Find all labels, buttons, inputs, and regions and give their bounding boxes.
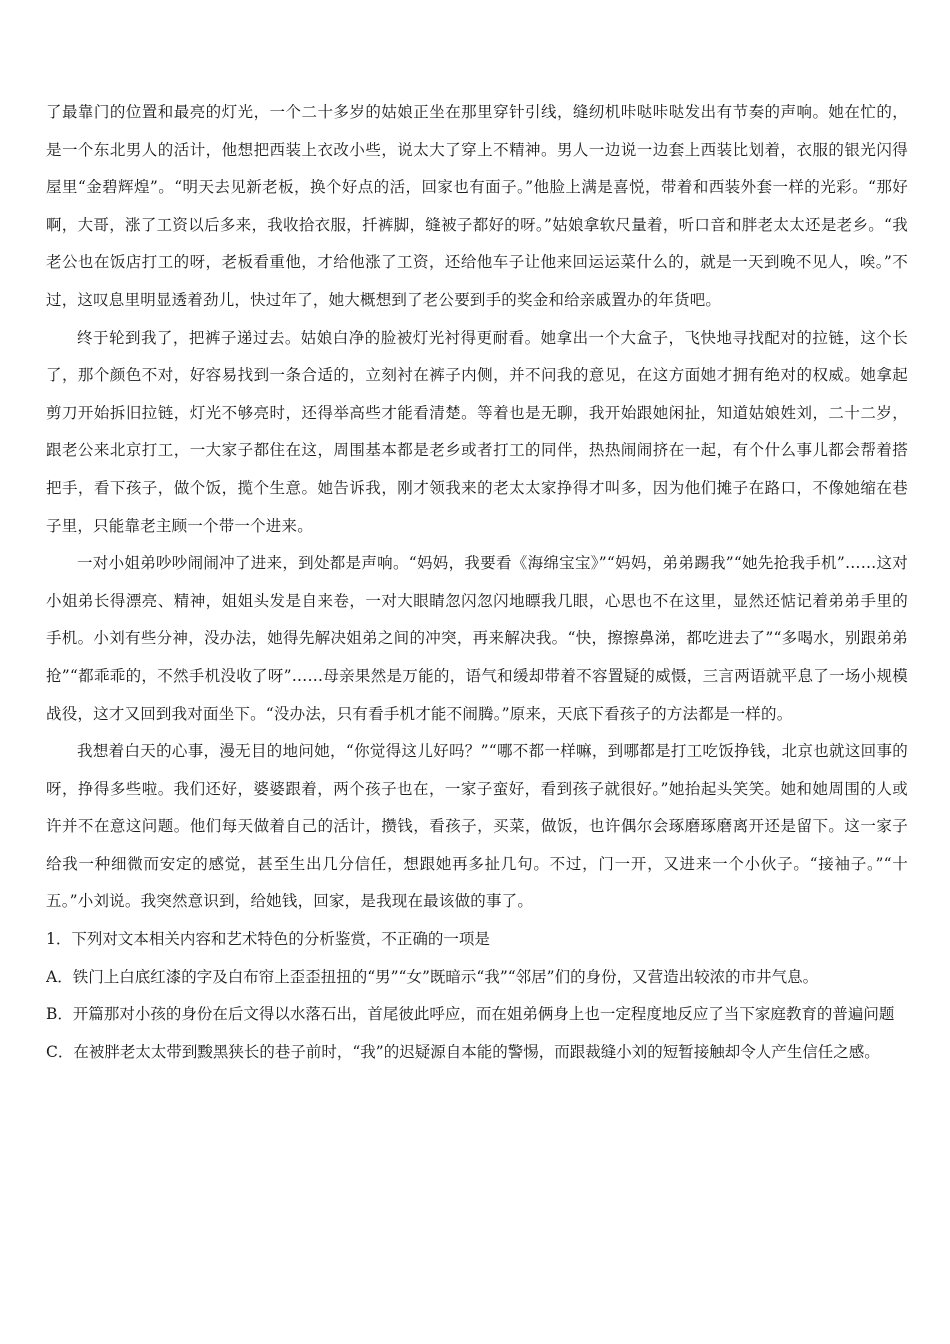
question-block xyxy=(46,921,908,1071)
passage-paragraph-4: 我想着白天的心事，漫无目的地问她，“你觉得这儿好吗？”“哪不都一样嘛，到哪都是打工吃饭挣钱，北京也就这回事的呀，挣得多些啦。我们还好，婆婆跟着，两个孩子也在，一家子蛮好，看到孩子就很好。”她抬起头笑笑。她和她周围的人或许并不在意这问题。他们每天做着自己的活计，攒钱，看孩子，买菜，做饭，也许偶尔会琢磨琢磨离开还是留下。这一家子给我一种细微而安定的感觉，甚至生出几分信任，想跟她再多扯几句。不过，门一开，又进来一个小伙子。“接袖子。”“十五。”小刘说。我突然意识到，给她钱，回家，是我现在最该做的事了。 xyxy=(46,742,908,911)
option-b: B．开篇那对小孩的身份在后文得以水落石出，首尾彼此呼应，而在姐弟俩身上也一定程度地反应了当下家庭教育的普遍问题 xyxy=(46,1005,895,1024)
passage-paragraph-2: 终于轮到我了，把裤子递过去。姑娘白净的脸被灯光衬得更耐看。她拿出一个大盒子，飞快地寻找配对的拉链，这个长了，那个颜色不对，好容易找到一条合适的，立刻衬在裤子内侧，并不问我的意见，在这方面她才拥有绝对的权威。她拿起剪刀开始拆旧拉链，灯光不够亮时，还得举高些才能看清楚。等着也是无聊，我开始跟她闲扯，知道姑娘姓刘，二十二岁，跟老公来北京打工，一大家子都住在这，周围基本都是老乡或者打工的同伴，热热闹闹挤在一起，有个什么事儿都会帮着搭把手，看下孩子，做个饭，揽个生意。她告诉我，刚才领我来的老太太家挣得才叫多，因为他们摊子在路口，不像她缩在巷子里，只能靠老主顾一个带一个进来。 xyxy=(46,328,908,535)
passage-paragraph-3: 一对小姐弟吵吵闹闹冲了进来，到处都是声响。“妈妈，我要看《海绵宝宝》”“妈妈，弟弟踢我”“她先抢我手机”……这对小姐弟长得漂亮、精神，姐姐头发是自来卷，一对大眼睛忽闪忽闪地瞟我几眼，心思也不在这里，显然还惦记着弟弟手里的手机。小刘有些分神，没办法，她得先解决姐弟之间的冲突，再来解决我。“快，擦擦鼻涕，都吃进去了”“多喝水，别跟弟弟抢”“都乖乖的，不然手机没收了呀”……母亲果然是万能的，语气和缓却带着不容置疑的威慑，三言两语就平息了一场小规模战役，这才又回到我对面坐下。“没办法，只有看手机才能不闹腾。”原来，天底下看孩子的方法都是一样的。 xyxy=(46,554,908,723)
passage-paragraph-1: 了最靠门的位置和最亮的灯光，一个二十多岁的姑娘正坐在那里穿针引线，缝纫机咔哒咔哒发出有节奏的声响。她在忙的，是一个东北男人的活计，他想把西装上衣改小些，说太大了穿上不精神。男人一边说一边套上西装比划着，衣服的银光闪得屋里“金碧辉煌”。“明天去见新老板，换个好点的活，回家也有面子。”他脸上满是喜悦，带着和西装外套一样的光彩。“那好啊，大哥，涨了工资以后多来，我收拾衣服，扦裤脚，缝被子都好的呀。”姑娘拿软尺量着，听口音和胖老太太还是老乡。“我老公也在饭店打工的呀，老板看重他，才给他涨了工资，还给他车子让他来回运运菜什么的，就是一天到晚不见人，唉。”不过，这叹息里明显透着劲儿，快过年了，她大概想到了老公要到手的奖金和给亲戚置办的年货吧。 xyxy=(46,103,908,309)
document-page xyxy=(46,94,908,1071)
option-c: C．在被胖老太太带到黢黑狭长的巷子前时，“我”的迟疑源自本能的警惕，而跟裁缝小刘的短暂接触却令人产生信任之感。 xyxy=(46,1042,880,1061)
option-a: A．铁门上白底红漆的字及白布帘上歪歪扭扭的“男”“女”既暗示“我”“邻居”们的身份，又营造出较浓的市井气息。 xyxy=(46,967,819,986)
question-stem: 1．下列对文本相关内容和艺术特色的分析鉴赏，不正确的一项是 xyxy=(46,930,490,949)
